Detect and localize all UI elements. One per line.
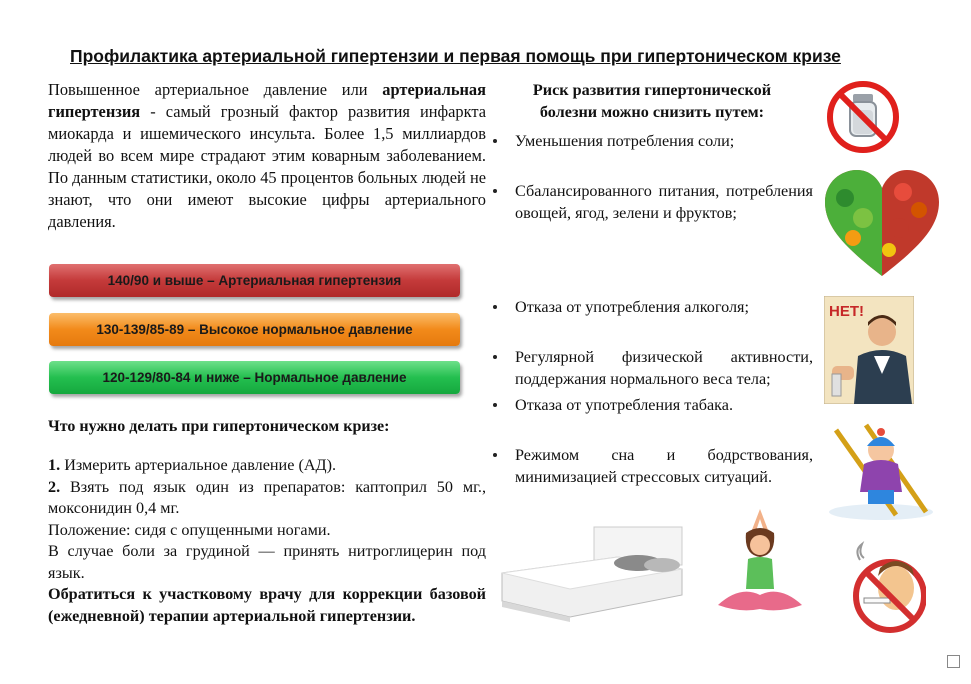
bullet-icon [493, 355, 497, 359]
position-text: Положение: сидя с опущенными ногами. [48, 520, 331, 539]
intro-bold-term: артериальная гипертензия [48, 80, 486, 121]
skier-image [826, 420, 936, 520]
risk-item-nutrition: Сбалансированного питания, потребления овощей, ягод, зелени и фруктов; [493, 180, 813, 224]
bullet-icon [493, 189, 497, 193]
yoga-image [710, 505, 810, 617]
crisis-heading: Что нужно делать при гипертоническом кризе: [48, 418, 390, 435]
doctor-text: Обратиться к участковому врачу для коррекции базовой (ежедневной) терапии артериальной гипертензии. [48, 585, 486, 625]
no-alcohol-poster [824, 296, 914, 404]
chest-pain-text: В случае боли за грудиной — принять нитроглицерин под язык. [48, 542, 486, 582]
no-salt-icon [826, 80, 900, 154]
pressure-bar-high-normal: 130-139/85-89 – Высокое нормальное давление [49, 313, 460, 346]
vegetable-heart-image [823, 168, 941, 280]
page-title: Профилактика артериальной гипертензии и первая помощь при гипертоническом кризе [70, 46, 841, 66]
risk-item-alcohol: Отказа от употребления алкоголя; [493, 296, 813, 318]
pressure-bar-hypertension: 140/90 и выше – Артериальная гипертензия [49, 264, 460, 297]
bullet-icon [493, 139, 497, 143]
risk-item-salt: Уменьшения потребления соли; [493, 130, 813, 152]
step-1 [48, 455, 486, 477]
bullet-icon [493, 453, 497, 457]
step-1-number: 1. [48, 456, 61, 474]
step-2-number: 2. [48, 477, 61, 496]
step-1-text: Измерить артериальное давление (АД). [60, 456, 337, 474]
corner-checkbox [947, 655, 960, 668]
bed-image [498, 525, 684, 623]
poster-text: НЕТ! [829, 303, 864, 320]
intro-paragraph [48, 79, 486, 233]
risk-item-activity: Регулярной физической активности, поддержания нормального веса тела; [493, 346, 813, 390]
intro-text-2: - самый грозный фактор развития инфаркта миокарда и ишемического инсульта. Более 1,5 миллиардов людей во всем мире страдают этим коварным заболеванием. По данным статистики, около 45 процентов больных людей не знают, что они имеют высокие цифры артериального давления. [48, 102, 486, 231]
risk-item-sleep: Режимом сна и бодрствования, минимизацией стрессовых ситуаций. [493, 444, 813, 488]
bullet-icon [493, 305, 497, 309]
bullet-icon [493, 403, 497, 407]
no-smoking-icon [850, 540, 926, 636]
intro-text-1: Повышенное артериальное давление или [48, 80, 383, 99]
step-2-text: Взять под язык один из препаратов: каптоприл 50 мг., моксонидин 0,4 мг. [48, 477, 486, 517]
risk-heading: Риск развития гипертонической болезни можно снизить путем: [532, 81, 772, 121]
risk-item-tobacco: Отказа от употребления табака. [493, 394, 813, 416]
crisis-steps [48, 455, 486, 627]
pressure-bar-normal: 120-129/80-84 и ниже – Нормальное давление [49, 361, 460, 394]
step-2 [48, 477, 486, 520]
